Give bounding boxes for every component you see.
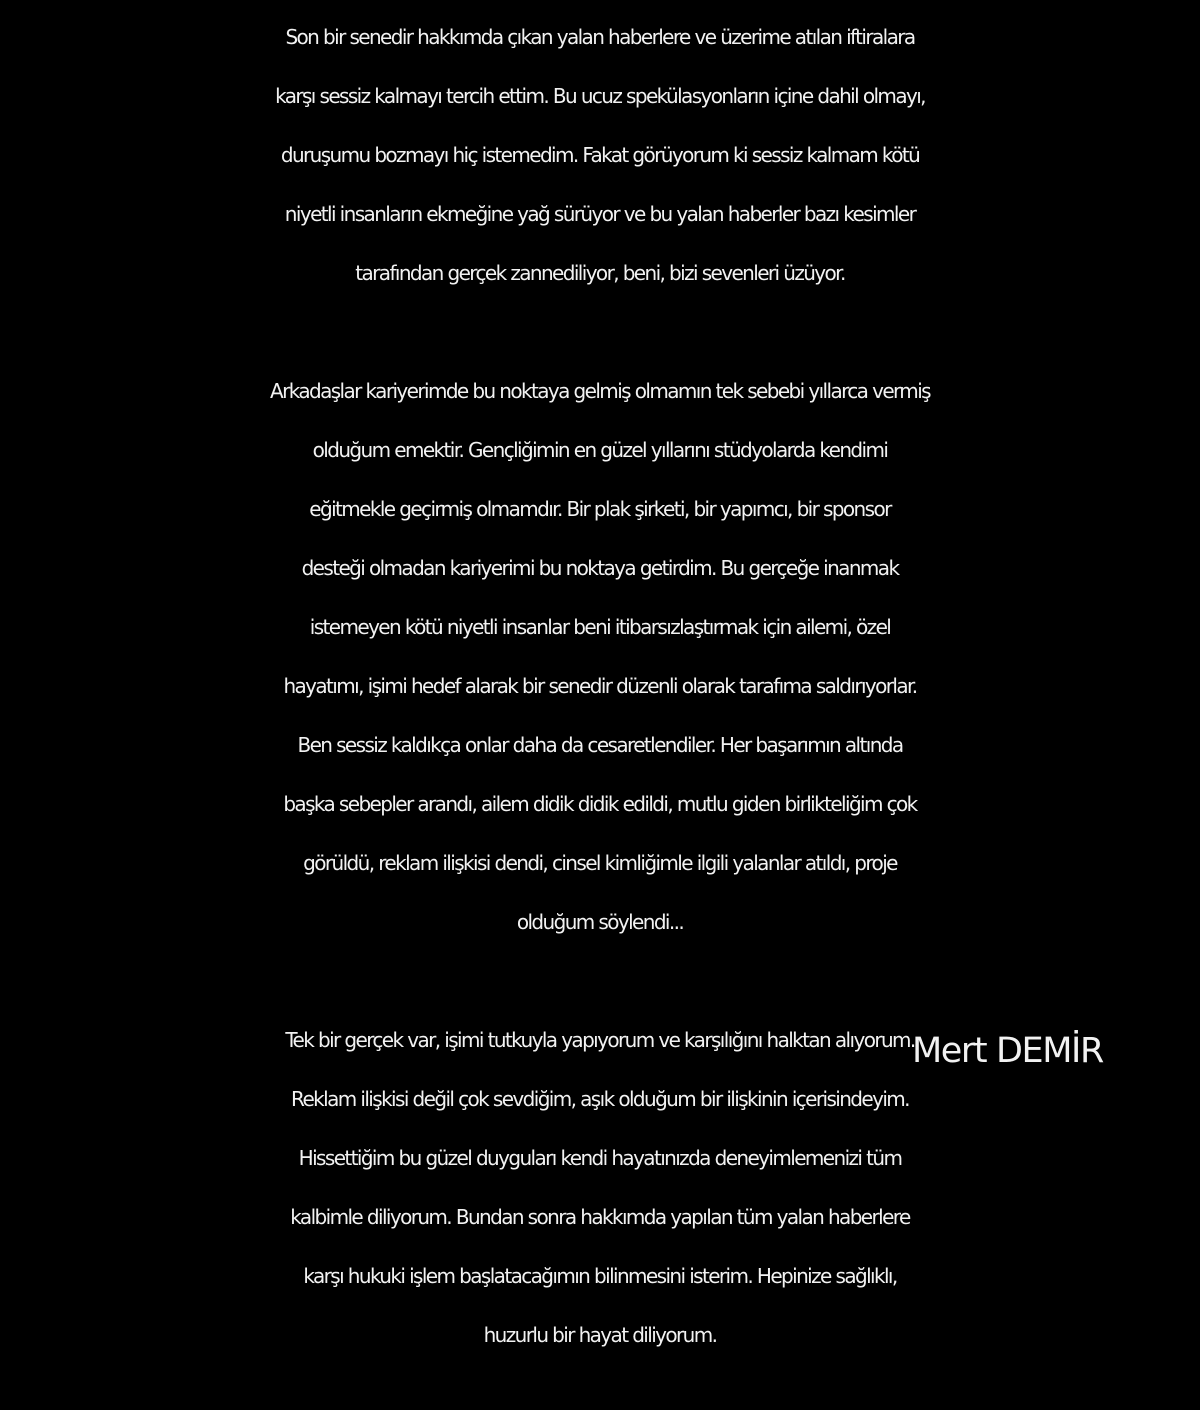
text-line: başka sebepler arandı, ailem didik didik edildi, mutlu giden birlikteliğim çok (283, 792, 917, 816)
text-line: Son bir senedir hakkımda çıkan yalan haberlere ve üzerime atılan iftiralara (285, 25, 915, 49)
paragraph-spacer (0, 952, 1200, 1011)
statement-text (0, 8, 1200, 1365)
text-line: desteği olmadan kariyerimi bu noktaya getirdim. Bu gerçeğe inanmak (301, 556, 899, 580)
text-line: olduğum söylendi... (516, 910, 684, 934)
paragraph-2 (0, 362, 1200, 952)
text-line: huzurlu bir hayat diliyorum. (483, 1323, 717, 1347)
text-line: Ben sessiz kaldıkça onlar daha da cesaretlendiler. Her başarımın altında (297, 733, 903, 757)
text-line: Tek bir gerçek var, işimi tutkuyla yapıyorum ve karşılığını halktan alıyorum. (285, 1028, 915, 1052)
text-line: Reklam ilişkisi değil çok sevdiğim, aşık olduğum bir ilişkinin içerisindeyim. (291, 1087, 909, 1111)
text-line: hayatımı, işimi hedef alarak bir senedir düzenli olarak tarafıma saldırıyorlar. (283, 674, 917, 698)
paragraph-spacer (0, 303, 1200, 362)
text-line: karşı sessiz kalmayı tercih ettim. Bu ucuz spekülasyonların içine dahil olmayı, (275, 84, 925, 108)
paragraph-1 (0, 8, 1200, 303)
text-line: istemeyen kötü niyetli insanlar beni itibarsızlaştırmak için ailemi, özel (309, 615, 891, 639)
text-line: eğitmekle geçirmiş olmamdır. Bir plak şirketi, bir yapımcı, bir sponsor (309, 497, 891, 521)
text-line: Arkadaşlar kariyerimde bu noktaya gelmiş olmamın tek sebebi yıllarca vermiş (270, 379, 930, 403)
text-line: görüldü, reklam ilişkisi dendi, cinsel kimliğimle ilgili yalanlar atıldı, proje (303, 851, 897, 875)
text-line: duruşumu bozmayı hiç istemedim. Fakat görüyorum ki sessiz kalmam kötü (280, 143, 920, 167)
text-line: niyetli insanların ekmeğine yağ sürüyor ve bu yalan haberler bazı kesimler (284, 202, 916, 226)
text-line: tarafından gerçek zannediliyor, beni, bizi sevenleri üzüyor. (355, 261, 845, 285)
signature: Mert DEMİR (912, 1031, 1103, 1071)
text-line: olduğum emektir. Gençliğimin en güzel yıllarını stüdyolarda kendimi (312, 438, 888, 462)
text-line: kalbimle diliyorum. Bundan sonra hakkımda yapılan tüm yalan haberlere (290, 1205, 910, 1229)
text-line: Hissettiğim bu güzel duyguları kendi hayatınızda deneyimlemenizi tüm (298, 1146, 902, 1170)
text-line: karşı hukuki işlem başlatacağımın bilinmesini isterim. Hepinize sağlıklı, (303, 1264, 897, 1288)
